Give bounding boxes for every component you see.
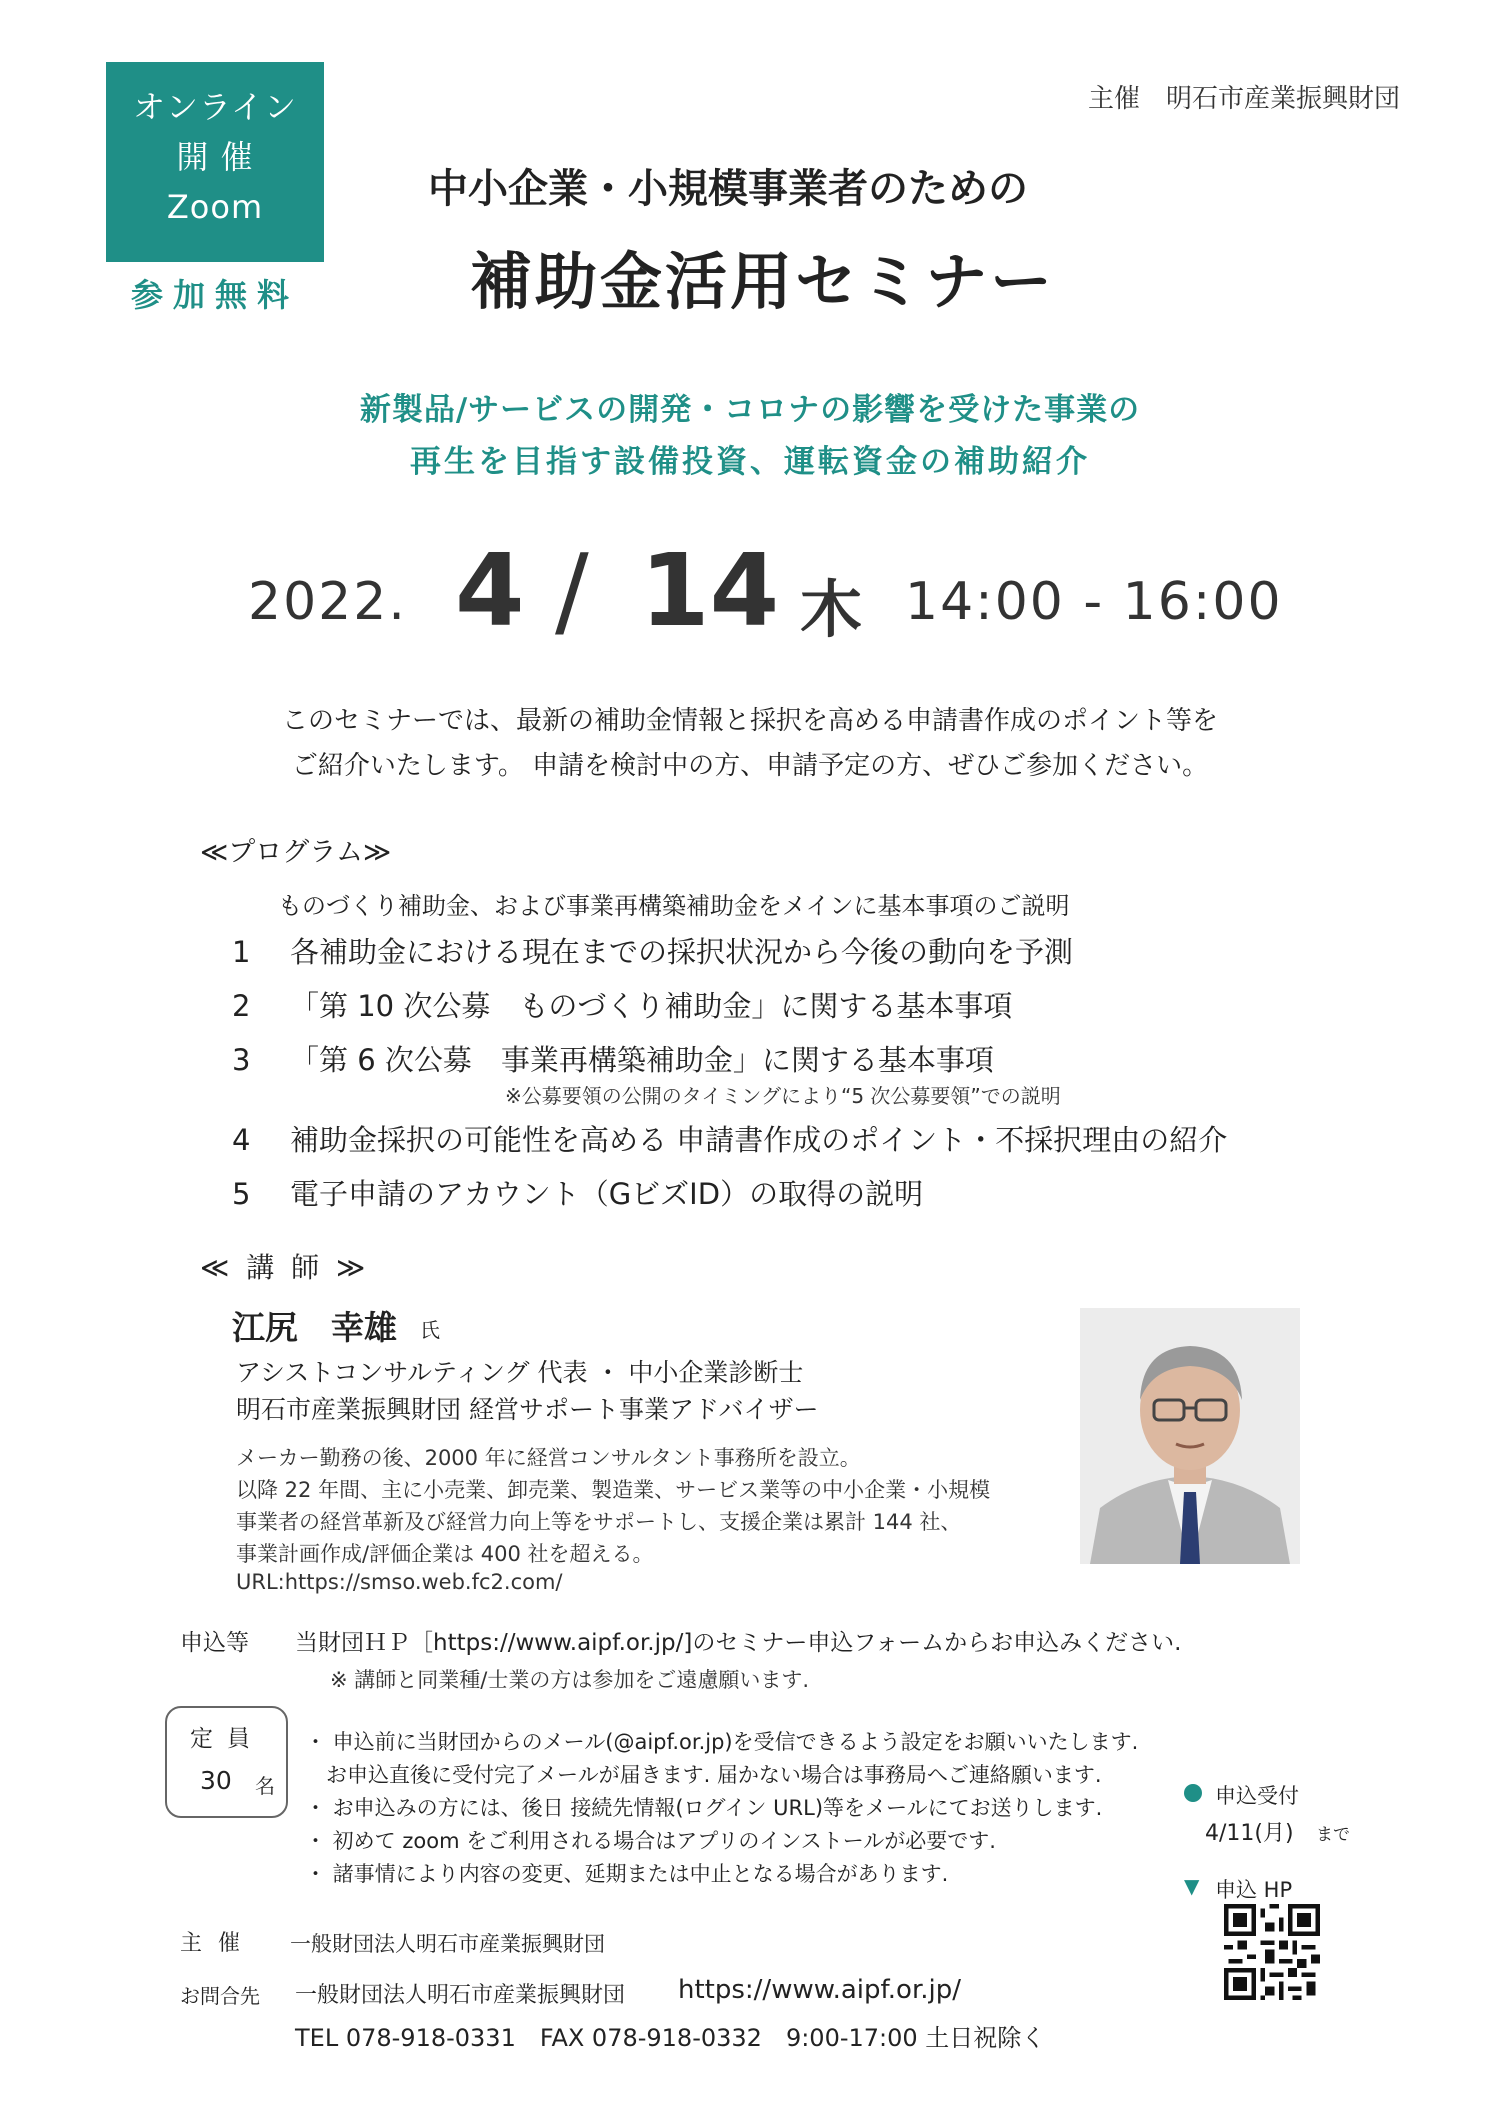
program-item [232, 1038, 994, 1079]
lecturer-title-2: 明石市産業振興財団 経営サポート事業アドバイザー [236, 1395, 819, 1424]
program-item-text: 補助金採択の可能性を高める 申請書作成のポイント・不採択理由の紹介 [290, 1123, 1228, 1157]
program-item-text: 電子申請のアカウント（GビズID）の取得の説明 [290, 1177, 924, 1211]
lecturer-bio-line: 以降 22 年間、主に小売業、卸売業、製造業、サービス業等の中小企業・小規模 [236, 1478, 991, 1502]
title-subtitle: 中小企業・小規模事業者のための [428, 166, 1028, 212]
contact-label: お問合先 [180, 1984, 260, 2008]
program-description: ものづくり補助金、および事業再構築補助金をメインに基本事項のご説明 [278, 892, 1070, 920]
date-day: 14 [640, 532, 780, 649]
date-weekday: 木 [800, 573, 863, 646]
date-year: 2022. [248, 572, 407, 632]
lecturer-honorific: 氏 [420, 1318, 440, 1342]
triangle-down-icon: ▼ [1184, 1874, 1200, 1898]
lecturer-bio-line: 事業者の経営革新及び経営力向上等をサポートし、支援企業は累計 144 社、 [236, 1510, 962, 1534]
apply-text: 当財団ＨＰ［https://www.aipf.or.jp/]のセミナー申込フォームからお申込みください. [295, 1630, 1182, 1656]
apply-label: 申込等 [180, 1630, 249, 1656]
program-note: ※公募要領の公開のタイミングにより“5 次公募要領”での説明 [505, 1084, 1061, 1108]
lecturer-name: 江尻 幸雄 [232, 1308, 397, 1347]
badge-zoom: Zoom [166, 188, 264, 226]
host-text: 一般財団法人明石市産業振興財団 [290, 1932, 605, 1956]
notice-line: ・ 諸事情により内容の変更、延期または中止となる場合があります. [305, 1862, 949, 1886]
contact-organization: 一般財団法人明石市産業振興財団 [295, 1983, 626, 2008]
date-time: 14:00 - 16:00 [905, 572, 1283, 632]
host-label: 主催 [180, 1931, 257, 1956]
lecturer-bio-line: 事業計画作成/評価企業は 400 社を超える。 [236, 1542, 654, 1566]
program-heading: ≪プログラム≫ [200, 837, 392, 868]
lecturer-bio-line: メーカー勤務の後、2000 年に経営コンサルタント事務所を設立。 [236, 1446, 861, 1470]
program-item-text: 「第 6 次公募 事業再構築補助金」に関する基本事項 [290, 1043, 994, 1077]
qr-code[interactable] [1224, 1904, 1320, 2000]
online-badge [106, 62, 324, 262]
notice-line: ・ 申込前に当財団からのメール(@aipf.or.jp)を受信できるよう設定をお願いいたします. [305, 1730, 1139, 1754]
free-admission-label: 参加無料 [130, 276, 299, 314]
notice-line: ・ 初めて zoom をご利用される場合はアプリのインストールが必要です. [305, 1829, 996, 1853]
lecturer-url: URL:https://smso.web.fc2.com/ [236, 1570, 563, 1594]
notice-line: ・ お申込みの方には、後日 接続先情報(ログイン URL)等をメールにてお送りします. [305, 1796, 1103, 1820]
program-item [232, 930, 1073, 971]
program-item-number: 5 [232, 1177, 251, 1211]
apply-note: ※ 講師と同業種/士業の方は参加をご遠慮願います. [330, 1668, 810, 1692]
contact-phone-fax: TEL 078-918-0331 FAX 078-918-0332 9:00-17:00 土日祝除く [295, 2024, 1046, 2052]
capacity-label: 定員 [190, 1726, 264, 1752]
capacity-number: 30 [200, 1766, 232, 1795]
bullet-dot-icon [1184, 1784, 1202, 1802]
date-month: 4 [455, 532, 525, 649]
program-item [232, 984, 1012, 1025]
apply-hp-label: 申込 HP [1215, 1878, 1293, 1902]
organizer-top: 主催 明石市産業振興財団 [1087, 84, 1400, 114]
intro-line-1: このセミナーでは、最新の補助金情報と採択を高める申請書作成のポイント等を [281, 706, 1218, 736]
program-item [232, 1118, 1227, 1159]
lecturer-title-1: アシストコンサルティング 代表 ・ 中小企業診断士 [236, 1358, 804, 1387]
deadline-date: 4/11(月) [1205, 1821, 1294, 1846]
intro-line-2: ご紹介いたします。 申請を検討中の方、申請予定の方、ぜひご参加ください。 [291, 751, 1209, 781]
capacity-unit: 名 [255, 1774, 275, 1798]
program-item-text: 各補助金における現在までの採択状況から今後の動向を予測 [290, 935, 1074, 969]
date-slash: / [555, 532, 589, 649]
lead-line-2: 再生を目指す設備投資、運転資金の補助紹介 [410, 444, 1090, 480]
badge-held: 開 催 [176, 138, 254, 176]
notice-line: お申込直後に受付完了メールが届きます. 届かない場合は事務局へご連絡願います. [305, 1763, 1102, 1787]
program-item [232, 1172, 923, 1213]
program-item-number: 2 [232, 989, 251, 1023]
page-title: 補助金活用セミナー [470, 245, 1056, 318]
program-item-text: 「第 10 次公募 ものづくり補助金」に関する基本事項 [290, 989, 1013, 1023]
badge-online: オンライン [132, 88, 298, 126]
lead-line-1: 新製品/サービスの開発・コロナの影響を受けた事業の [359, 392, 1141, 428]
lecturer-heading: ≪ 講 師 ≫ [200, 1251, 370, 1284]
program-item-number: 4 [232, 1123, 251, 1157]
deadline-suffix: まで [1316, 1825, 1350, 1845]
lecturer-photo [1080, 1308, 1300, 1564]
deadline-label: 申込受付 [1215, 1784, 1299, 1808]
program-item-number: 1 [232, 935, 251, 969]
contact-url[interactable]: https://www.aipf.or.jp/ [678, 1975, 962, 2005]
program-item-number: 3 [232, 1043, 251, 1077]
